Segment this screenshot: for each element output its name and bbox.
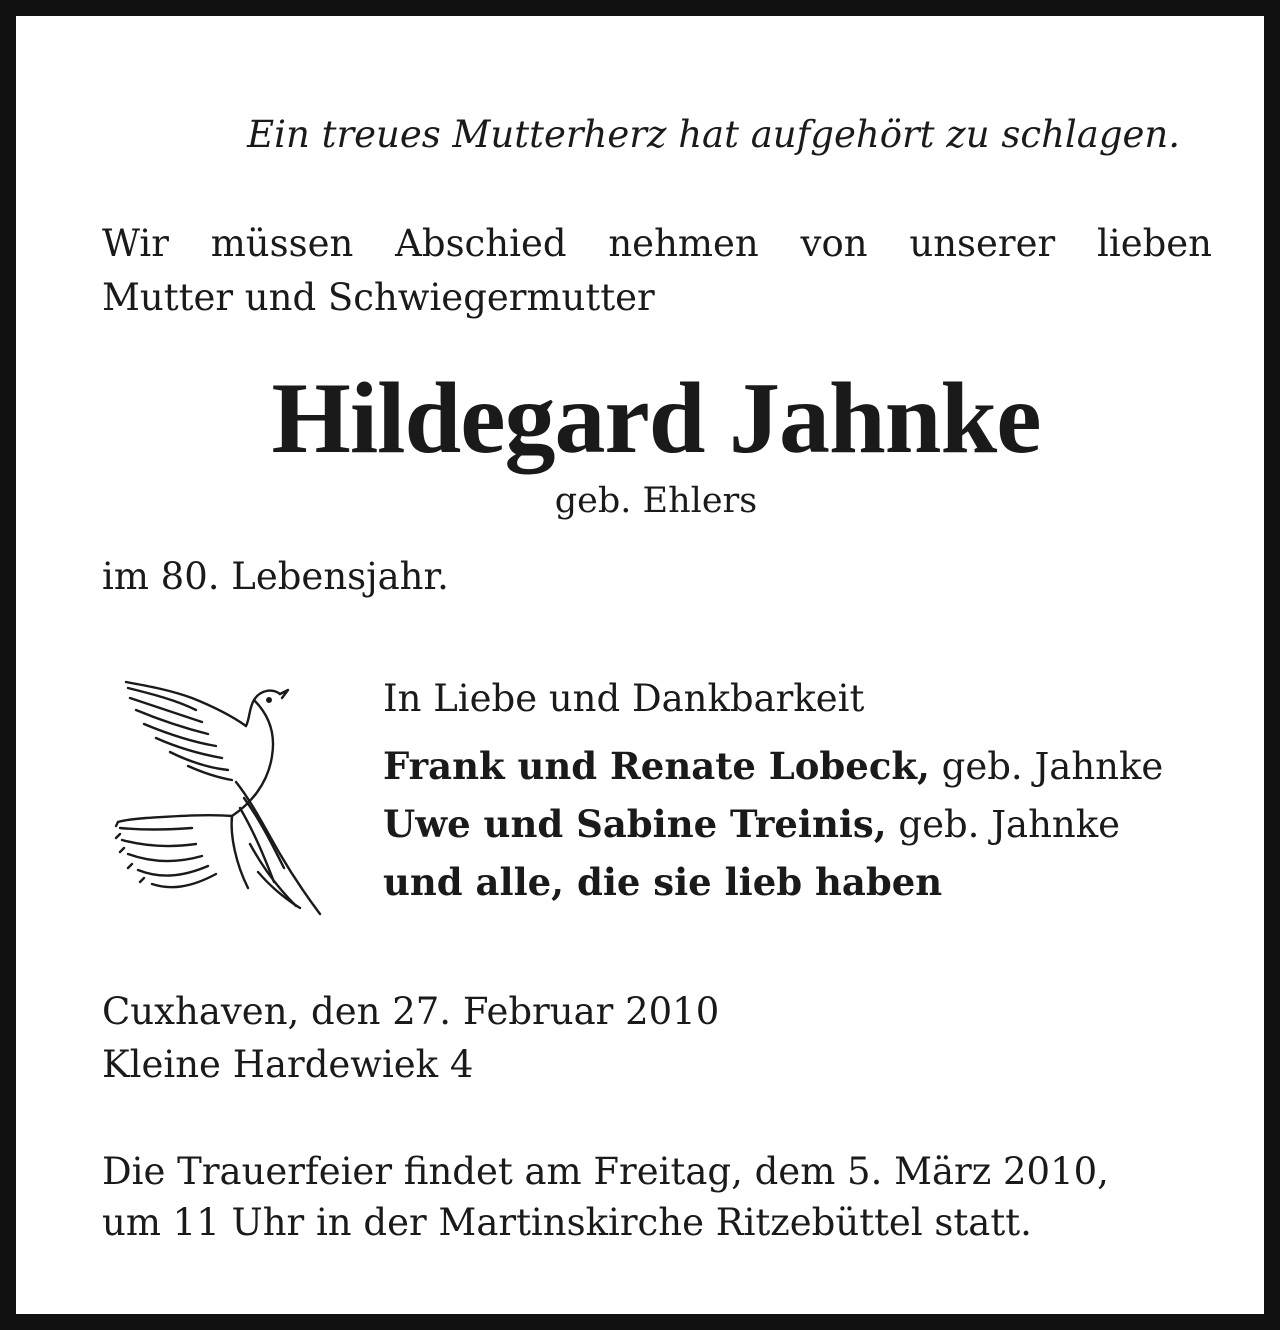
family-line-3 <box>383 860 943 904</box>
family-suffix-1: geb. Jahnke <box>929 745 1164 788</box>
intro-line-1: Wir müssen Abschied nehmen von unserer lieben <box>102 222 1212 265</box>
family-names-3: und alle, die sie lieb haben <box>383 860 943 904</box>
place-date-text: Cuxhaven, den 27. Februar 2010 <box>102 990 720 1033</box>
age-text: im 80. Lebensjahr. <box>102 555 449 598</box>
intro-line-2: Mutter und Schwiegermutter <box>102 276 655 319</box>
address-text: Kleine Hardewiek 4 <box>102 1043 474 1086</box>
intro-text <box>102 217 1212 325</box>
family-names-2: Uwe und Sabine Treinis, <box>383 802 887 846</box>
deceased-name: Hildegard Jahnke <box>271 362 1041 475</box>
funeral-line-1: Die Trauerfeier findet am Freitag, dem 5. März 2010, <box>102 1150 1109 1193</box>
motto-text: Ein treues Mutterherz hat aufgehört zu schlagen. <box>247 113 1180 156</box>
maiden-name: geb. Ehlers <box>554 481 758 521</box>
family-suffix-2: geb. Jahnke <box>886 803 1121 846</box>
family-line-2 <box>383 802 1121 846</box>
funeral-line-2: um 11 Uhr in der Martinskirche Ritzebüttel statt. <box>102 1201 1032 1244</box>
dedication-text: In Liebe und Dankbarkeit <box>383 677 865 720</box>
family-line-1 <box>383 744 1164 788</box>
dove-icon <box>112 676 332 921</box>
family-names-1: Frank und Renate Lobeck, <box>383 744 930 788</box>
